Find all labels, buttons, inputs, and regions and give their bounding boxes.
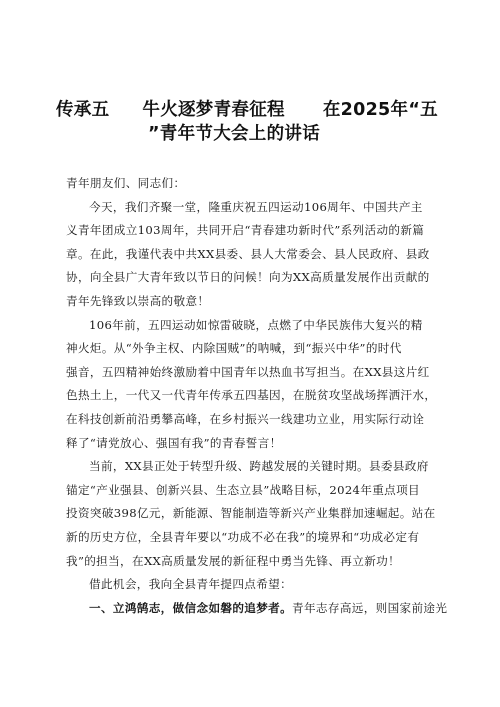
body-line-text: 今天，我们齐聚一堂，隆重庆祝五四运动106周年、中国共产主 <box>89 199 423 214</box>
body-line <box>66 361 436 385</box>
body-line-text: 青年志存高远，则国家前途光 <box>292 600 448 615</box>
document-title-line-2 <box>148 120 500 145</box>
body-line <box>66 196 436 220</box>
title-segment-4: ”青年节大会上的讲话 <box>148 124 321 144</box>
body-line-text: 在科技创新前沿勇攀高峰，在乡村振兴一线建功立业，用实际行动诠 <box>66 411 425 426</box>
body-line-text: 锚定“产业强县、创新兴县、生态立县”战略目标，2024年重点项目 <box>66 482 420 497</box>
body-line-text: 青年先锋致以崇高的敬意！ <box>66 293 210 308</box>
body-line-text: 106年前，五四运动如惊雷破晓，点燃了中华民族伟大复兴的精 <box>89 317 423 332</box>
body-line <box>66 408 436 432</box>
body-line <box>66 172 436 196</box>
body-line-text: 我”的担当，在XX高质量发展的新征程中勇当先锋、再立新功！ <box>66 553 401 568</box>
body-line <box>66 314 436 338</box>
body-line-text: 色热土上，一代又一代青年传承五四基因，在脱贫攻坚战场挥洒汗水， <box>66 388 437 403</box>
body-line-text: 强音，五四精神始终激励着中国青年以热血书写担当。在XX县这片红 <box>66 364 430 379</box>
title-segment-3: 在2025年“五 <box>322 100 438 120</box>
body-line <box>66 243 436 267</box>
body-line-text: 新的历史方位，全县青年要以“功成不必在我”的境界和“功成必定有 <box>66 529 420 544</box>
body-line <box>66 290 436 314</box>
body-line-text: 投资突破398亿元，新能源、智能制造等新兴产业集群加速崛起。站在 <box>66 506 436 521</box>
body-line-text: 章。在此，我谨代表中共XX县委、县人大常委会、县人民政府、县政 <box>66 246 430 261</box>
body-line-text: 当前，XX县正处于转型升级、跨越发展的关键时期。县委县政府 <box>89 459 429 474</box>
body-line <box>66 597 448 621</box>
document-title-line-1 <box>56 96 456 121</box>
hope-heading-1: 一、立鸿鹄志，做信念如磐的追梦者。 <box>89 600 293 615</box>
body-line-text: 借此机会，我向全县青年提四点希望： <box>89 577 293 592</box>
body-line <box>66 502 436 526</box>
body-line <box>66 455 436 479</box>
body-line <box>66 550 436 574</box>
body-line <box>66 337 436 361</box>
body-line <box>66 432 436 456</box>
body-line-text: 义青年团成立103周年，共同开启“青春建功新时代”系列活动的新篇 <box>66 223 425 238</box>
body-line-text: 释了“请党放心、强国有我”的青春誓言！ <box>66 435 282 450</box>
body-line <box>66 526 436 550</box>
body-line <box>66 573 436 597</box>
title-segment-1: 传承五 <box>56 100 110 120</box>
body-line <box>66 384 436 408</box>
body-line <box>66 219 436 243</box>
body-line-text: 神火炬。从“外争主权、内除国贼”的呐喊，到“振兴中华”的时代 <box>66 341 402 356</box>
speech-body <box>66 172 448 620</box>
body-line <box>66 479 436 503</box>
title-segment-2: 牛火逐梦青春征程 <box>142 100 285 120</box>
body-line-text: 协，向全县广大青年致以节日的问候！向为XX高质量发展作出贡献的 <box>66 270 430 285</box>
body-line-text: 青年朋友们、同志们： <box>66 176 186 190</box>
body-line <box>66 266 436 290</box>
